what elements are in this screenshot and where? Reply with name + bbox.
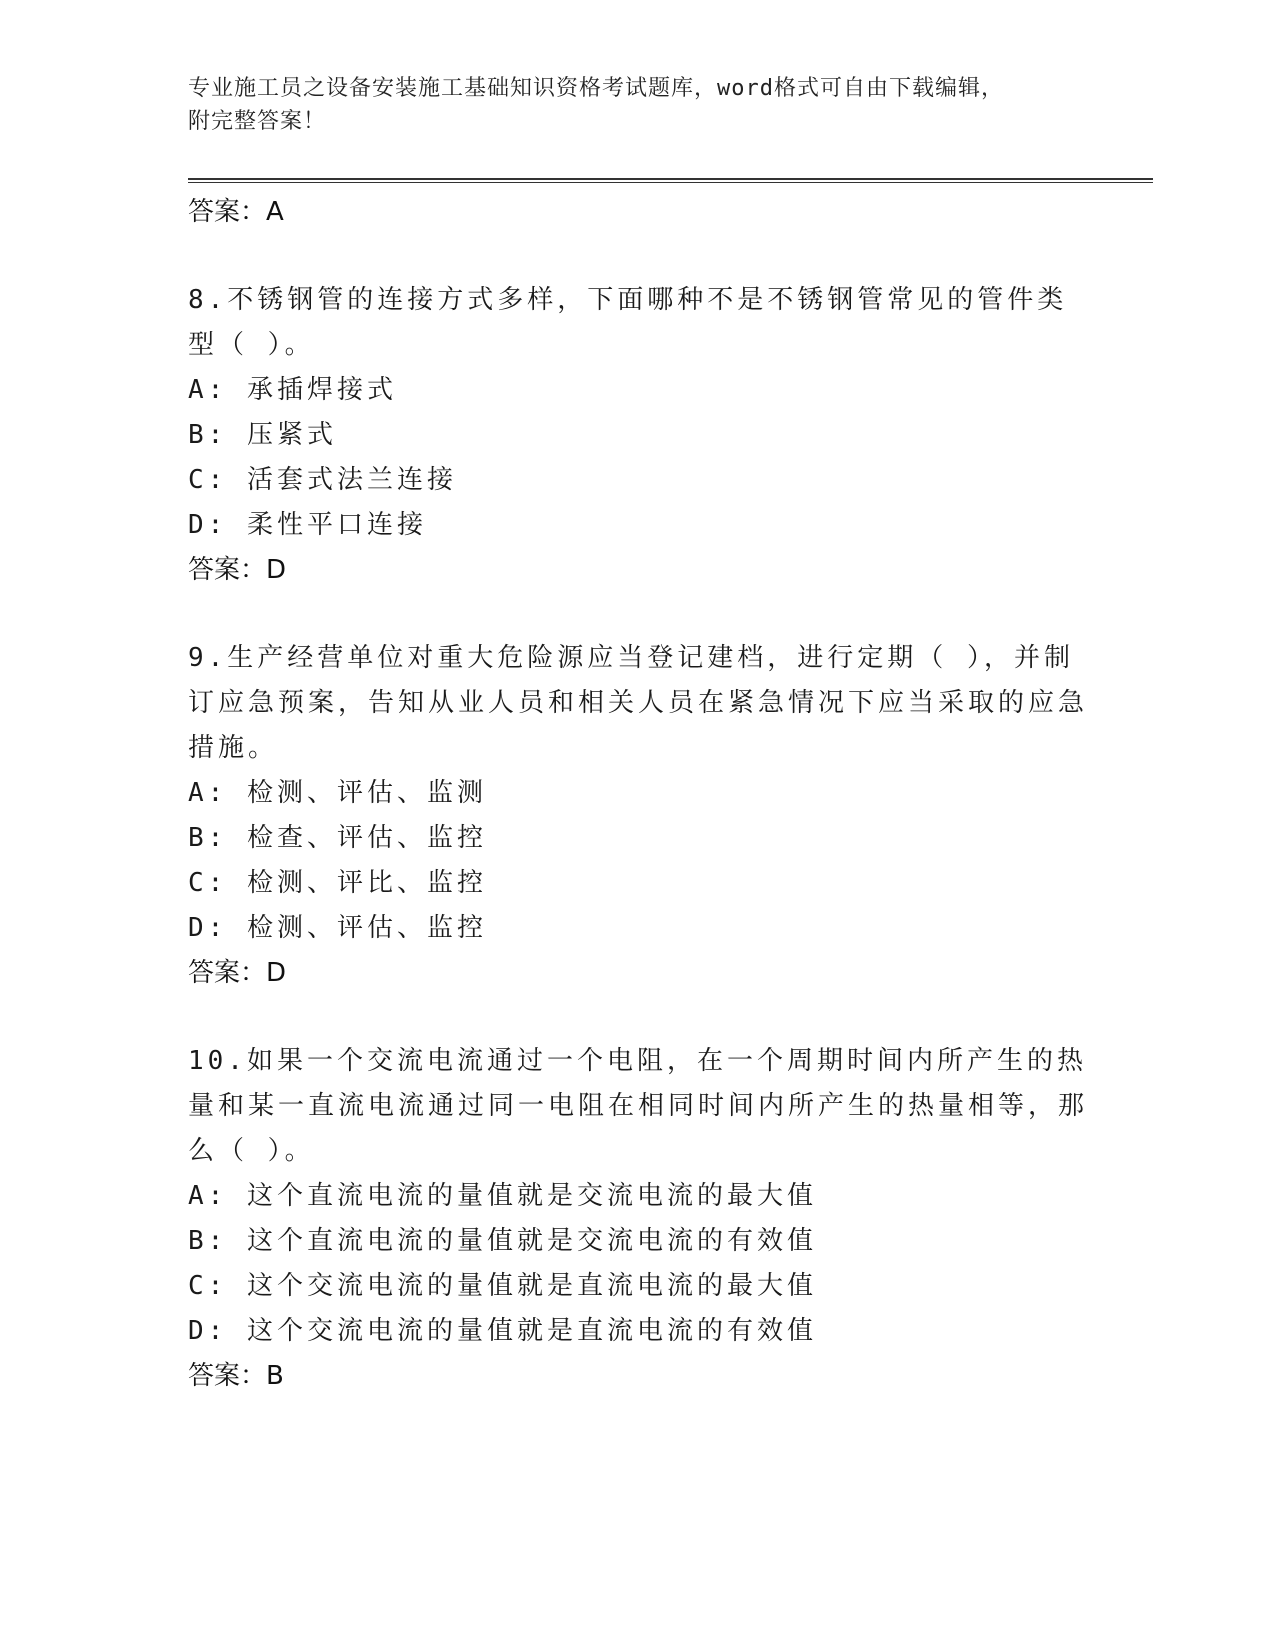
- answer: 答案：D: [188, 555, 287, 585]
- option-d: D: 柔性平口连接: [188, 510, 427, 540]
- question-10: [188, 1039, 1088, 1398]
- question-8: [188, 278, 1088, 592]
- option-c: C: 活套式法兰连接: [188, 465, 457, 495]
- answer-q7: 答案：A: [188, 197, 284, 227]
- header-line-1: 专业施工员之设备安装施工基础知识资格考试题库，word格式可自由下载编辑，: [188, 76, 1004, 101]
- option-b: B: 检查、评估、监控: [188, 823, 487, 853]
- document-body: [188, 190, 1088, 1398]
- option-a: A: 这个直流电流的量值就是交流电流的最大值: [188, 1181, 817, 1211]
- option-b: B: 压紧式: [188, 420, 337, 450]
- option-d: D: 这个交流电流的量值就是直流电流的有效值: [188, 1316, 817, 1346]
- answer: 答案：D: [188, 958, 287, 988]
- question-text: 8.不锈钢管的连接方式多样，下面哪种不是不锈钢管常见的管件类型（ ）。: [188, 285, 1068, 360]
- question-9: [188, 636, 1088, 995]
- answer: 答案：B: [188, 1361, 284, 1391]
- question-text: 10.如果一个交流电流通过一个电阻，在一个周期时间内所产生的热量和某一直流电流通过同一电阻在相同时间内所产生的热量相等，那么（ ）。: [188, 1046, 1089, 1166]
- option-a: A: 承插焊接式: [188, 375, 397, 405]
- option-c: C: 检测、评比、监控: [188, 868, 487, 898]
- question-text: 9.生产经营单位对重大危险源应当登记建档，进行定期（ ），并制订应急预案，告知从业人员和相关人员在紧急情况下应当采取的应急措施。: [188, 643, 1089, 763]
- option-d: D: 检测、评估、监控: [188, 913, 487, 943]
- document-header: [188, 72, 1088, 138]
- option-b: B: 这个直流电流的量值就是交流电流的有效值: [188, 1226, 817, 1256]
- header-line-2: 附完整答案！: [188, 109, 327, 134]
- option-a: A: 检测、评估、监测: [188, 778, 487, 808]
- header-divider: [188, 178, 1153, 183]
- option-c: C: 这个交流电流的量值就是直流电流的最大值: [188, 1271, 817, 1301]
